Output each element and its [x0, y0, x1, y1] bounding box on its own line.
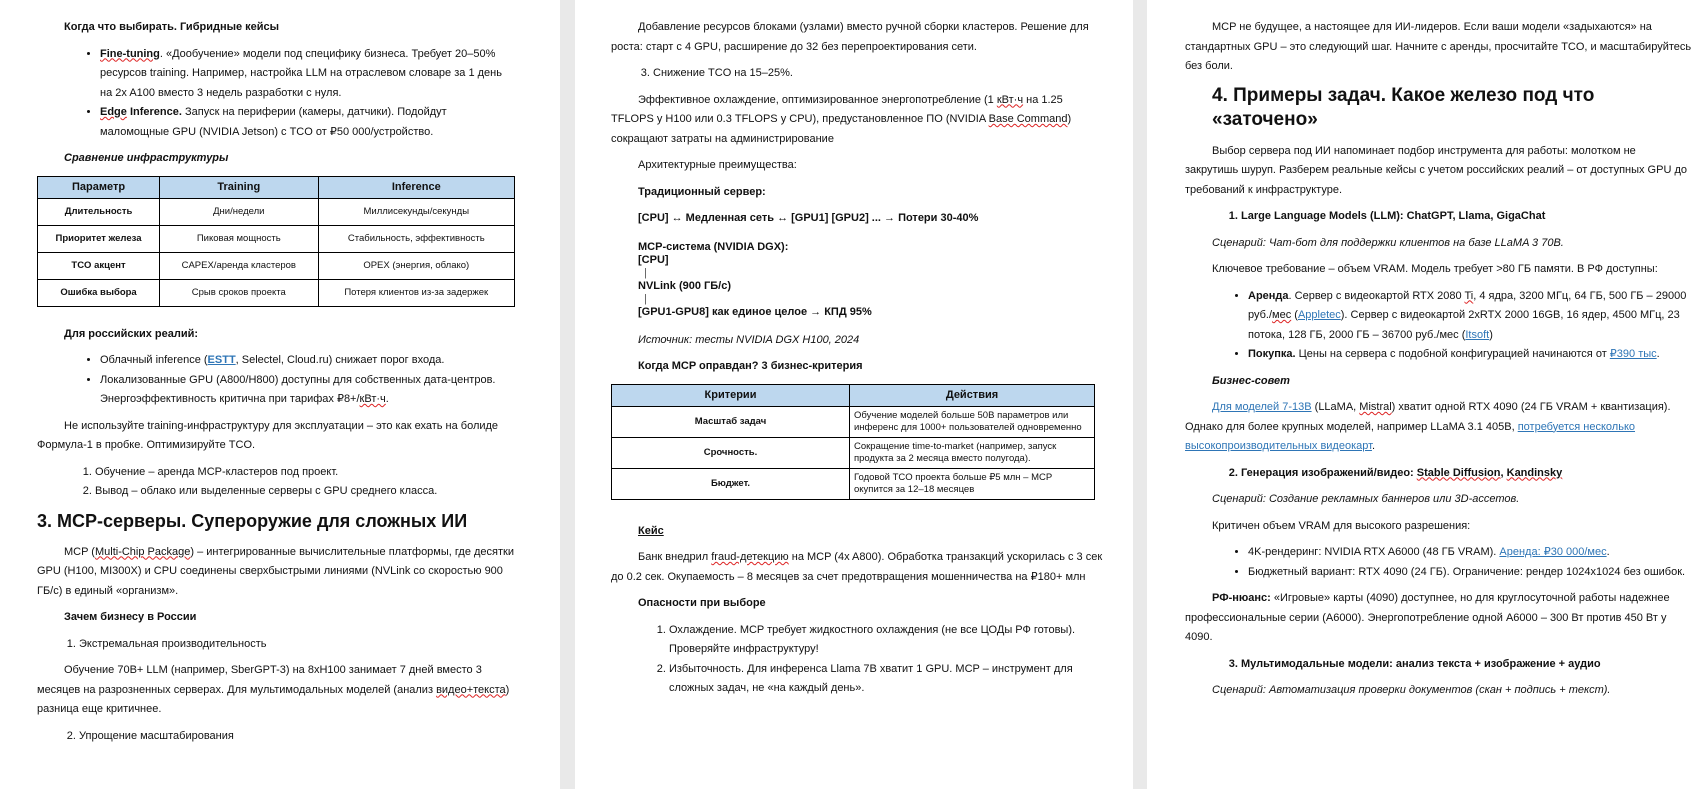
comparison-table — [37, 176, 515, 307]
table-row: Длительность Дни/недели Миллисекунды/секунды — [38, 198, 515, 225]
table-row: Масштаб задач Обучение моделей больше 50B параметров или инференс для 1000+ пользователей одновременно — [612, 406, 1095, 437]
list-item: 2. Упрощение масштабирования — [79, 727, 515, 747]
table-row: TCO акцент CAPEX/аренда кластеров OPEX (энергия, облако) — [38, 252, 515, 279]
diagram-line: [CPU] ↔ Медленная сеть ↔ [GPU1] [GPU2] ... → Потери 30-40% — [638, 212, 979, 224]
list-item: 2. Вывод – облако или выделенные серверы с GPU среднего класса. — [95, 482, 515, 502]
paragraph: Выбор сервера под ИИ напоминает подбор инструмента для работы: молотком не закрутишь шуруп. Разберем реальные кейсы с учетом российских реалий – от доступных GPU до требований к инфраструктуре. — [1185, 144, 1687, 196]
models-link[interactable]: Для моделей 7-13B — [1212, 401, 1312, 413]
numbered-list — [37, 635, 515, 655]
paragraph: Не используйте training-инфраструктуру для эксплуатации – это как ехать на болиде Формула-1 в пробке. Оптимизируйте TCO. — [37, 419, 499, 451]
numbered-list — [1185, 464, 1692, 484]
appletec-link[interactable]: Appletec — [1297, 309, 1341, 321]
numbered-list — [1185, 655, 1692, 675]
table-header-row: Критерии Действия — [612, 384, 1095, 406]
table-caption: Сравнение инфраструктуры — [64, 152, 229, 164]
section-heading: Когда MCP оправдан? 3 бизнес-критерия — [638, 360, 863, 372]
scenario: Сценарий: Создание рекламных баннеров или 3D-ассетов. — [1212, 493, 1520, 505]
paragraph: Добавление ресурсов блоками (узлами) вместо ручной сборки кластеров. Решение для роста: старт с 4 GPU, расширение до 32 без перепроектирования сети. — [611, 21, 1089, 53]
numbered-list — [37, 463, 515, 502]
gpu-link[interactable]: потребуется несколько высокопроизводительных видеокарт — [1185, 420, 1636, 452]
list-item: • Fine-tuning. «Дообучение» модели под специфику бизнеса. Требует 20–50% ресурсов training. Например, настройка LLM на отраслевом словаре за 1 день на 2x A100 вместо 3 недель разработки с нуля. — [100, 45, 515, 104]
table-row: Ошибка выбора Срыв сроков проекта Потеря клиентов из-за задержек — [38, 279, 515, 306]
paragraph: Эффективное охлаждение, оптимизированное энергопотребление (1 кВт·ч на 1.25 TFLOPS у H100 или 0.3 TFLOPS у CPU), предустановленное ПО (NVIDIA Base Command) сокращают затраты на администрирование — [611, 93, 1072, 145]
list-item: • Покупка. Цены на сервера с подобной конфигурацией начинаются от ₽390 тыс. — [1248, 345, 1692, 365]
table-row: Бюджет. Годовой TCO проекта больше ₽5 млн – MCP окупится за 12–18 месяцев — [612, 468, 1095, 499]
section-heading: Традиционный сервер: — [638, 185, 766, 198]
price-link[interactable]: ₽390 тыс — [1609, 348, 1657, 360]
numbered-list — [611, 621, 1103, 699]
list-item: 3. Мультимодальные модели: анализ текста + изображение + аудио — [1241, 655, 1692, 675]
document-page-2 — [575, 0, 1133, 789]
document-page-3 — [1147, 0, 1702, 789]
source-note: Источник: тесты NVIDIA DGX H100, 2024 — [638, 333, 860, 346]
list-item: • Локализованные GPU (A800/H800) доступны для собственных дата-центров. Энергоэффективность критична при тарифах ₽8+/кВт·ч. — [100, 371, 515, 410]
estt-link[interactable]: ESTT — [207, 354, 236, 366]
paragraph: Архитектурные преимущества: — [638, 159, 797, 171]
table-row: Приоритет железа Пиковая мощность Стабильность, эффективность — [38, 225, 515, 252]
paragraph: Ключевое требование – объем VRAM. Модель требует >80 ГБ памяти. В РФ доступны: — [1212, 263, 1658, 275]
list-item: • Edge Inference. Запуск на периферии (камеры, датчики). Подойдут маломощные GPU (NVIDIA Jetson) с TCO от ₽50 000/устройство. — [100, 103, 515, 142]
heading-4: 4. Примеры задач. Какое железо под что «заточено» — [1212, 84, 1595, 130]
numbered-list — [1185, 207, 1692, 227]
rent-link[interactable]: Аренда: ₽30 000/мес — [1499, 546, 1607, 558]
paragraph: MCP (Multi-Chip Package) – интегрированные вычислительные платформы, где десятки GPU (H100, MI300X) и CPU соединены сверхбыстрыми линиями (NVLink со скоростью 900 ГБ/с) в единый «организм». — [37, 545, 514, 597]
scenario: Сценарий: Автоматизация проверки документов (скан + подпись + текст). — [1212, 684, 1611, 696]
section-heading: Кейс — [638, 524, 664, 537]
list-item: 1. Large Language Models (LLM): ChatGPT, Llama, GigaChat — [1241, 207, 1692, 227]
list-item: 1. Экстремальная производительность — [79, 635, 515, 655]
itsoft-link[interactable]: Itsoft — [1465, 328, 1490, 341]
section-heading: Опасности при выборе — [638, 597, 766, 609]
options-list — [1185, 543, 1692, 582]
table-row: Срочность. Сокращение time-to-market (например, запуск продукта за 2 месяца вместо полугода). — [612, 437, 1095, 468]
section-heading: Бизнес-совет — [1212, 374, 1290, 387]
list-item: 3. Снижение TCO на 15–25%. — [653, 64, 1103, 84]
numbered-list — [611, 64, 1103, 84]
list-item: 1. Охлаждение. MCP требует жидкостного охлаждения (не все ЦОДы РФ готовы). Проверяйте инфраструктуру! — [669, 621, 1103, 660]
paragraph: Критичен объем VRAM для высокого разрешения: — [1212, 519, 1471, 532]
section-heading: Когда что выбирать. Гибридные кейсы — [64, 21, 280, 33]
list-item: • Облачный inference (ESTT, Selectel, Cloud.ru) снижает порог входа. — [100, 351, 515, 371]
paragraph: РФ-нюанс: «Игровые» карты (4090) доступнее, но для круглосуточной работы надежнее профессиональные серии (A6000). Энергопотребление одной A6000 – 300 Вт против 450 Вт у 4090. — [1185, 592, 1670, 643]
hybrid-list — [37, 45, 515, 143]
paragraph: MCP не будущее, а настоящее для ИИ-лидеров. Если ваши модели «задыхаются» на стандартных GPU – это следующий шаг. Начните с аренды, просчитайте TCO, и масштабируйтесь без боли. — [1185, 21, 1692, 72]
list-item: 2. Избыточность. Для инференса Llama 7B хватит 1 GPU. MCP – инструмент для сложных задач, не «на каждый день». — [669, 660, 1103, 699]
list-item: 1. Обучение – аренда MCP-кластеров под проект. — [95, 463, 515, 483]
paragraph: Банк внедрил fraud-детекцию на MCP (4x A800). Обработка транзакций ускорилась с 3 сек до 0.2 сек. Окупаемость – 8 месяцев за счет предотвращения мошенничества на ₽180+ млн — [611, 551, 1103, 583]
scenario: Сценарий: Чат-бот для поддержки клиентов на базе LLaMA 3 70B. — [1212, 236, 1564, 249]
section-heading: Для российских реалий: — [64, 327, 199, 340]
section-heading: Зачем бизнесу в России — [64, 611, 197, 623]
list-item: 2. Генерация изображений/видео: Stable Diffusion, Kandinsky — [1241, 464, 1692, 484]
table-header-row: Параметр Training Inference — [38, 176, 515, 198]
document-page-1 — [0, 0, 560, 789]
paragraph: Обучение 70B+ LLM (например, SberGPT-3) на 8xH100 занимает 7 дней вместо 3 месяцев на разрозненных серверах. Для мультимодальных моделей (анализ видео+текста) разница еще критичнее. — [37, 664, 510, 715]
heading-3: 3. MCP-серверы. Супероружие для сложных ИИ — [37, 510, 468, 531]
criteria-table — [611, 384, 1095, 500]
numbered-list — [37, 727, 515, 747]
list-item: • 4K-рендеринг: NVIDIA RTX A6000 (48 ГБ VRAM). Аренда: ₽30 000/мес. — [1248, 543, 1692, 563]
ru-list — [37, 351, 515, 410]
mcp-diagram: MCP-система (NVIDIA DGX): [CPU] | NVLink (900 ГБ/с) | [GPU1-GPU8] как единое целое → КПД 95% — [638, 240, 872, 318]
list-item: • Аренда. Сервер с видеокартой RTX 2080 Ti, 4 ядра, 3200 МГц, 64 ГБ, 500 ГБ – 29000 руб./мес (Appletec). Сервер с видеокартой 2xRTX 2000 16GB, 16 ядер, 4500 МГц, 23 потока, 128 ГБ, 2000 ГБ – 36700 руб./мес (Itsoft) — [1248, 287, 1692, 346]
list-item: • Бюджетный вариант: RTX 4090 (24 ГБ). Ограничение: рендер 1024x1024 без ошибок. — [1248, 563, 1692, 583]
options-list — [1185, 287, 1692, 365]
paragraph: Для моделей 7-13B (LLaMA, Mistral) хватит одной RTX 4090 (24 ГБ VRAM + квантизация). Однако для более крупных моделей, например LLaMA 3.1 405B, потребуется несколько высокопроизводительных видеокарт. — [1185, 401, 1671, 452]
